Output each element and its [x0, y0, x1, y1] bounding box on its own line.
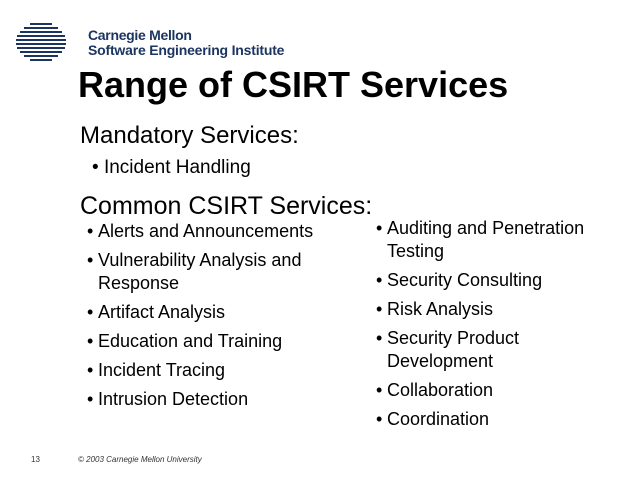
page-number: 13 [31, 455, 40, 464]
sei-logo [16, 22, 316, 62]
copyright-notice: © 2003 Carnegie Mellon University [78, 455, 202, 464]
list-item: • Vulnerability Analysis and Response [87, 249, 357, 295]
logo-stripes-icon [16, 22, 66, 62]
list-item: • Education and Training [87, 330, 357, 353]
list-item: • Risk Analysis [376, 298, 626, 321]
common-services-left-list [87, 220, 357, 417]
common-services-right-list [376, 217, 626, 437]
logo-line1: Carnegie Mellon [88, 27, 192, 43]
list-item: • Security Product Development [376, 327, 626, 373]
list-item: • Collaboration [376, 379, 626, 402]
mandatory-item-label: Incident Handling [103, 157, 251, 178]
slide-title: Range of CSIRT Services [78, 64, 509, 105]
list-item: • Auditing and Penetration Testing [376, 217, 626, 263]
logo-line2: Software Engineering Institute [88, 42, 285, 58]
list-item: • Artifact Analysis [87, 301, 357, 324]
list-item: • Security Consulting [376, 269, 626, 292]
mandatory-heading: Mandatory Services: [80, 122, 299, 149]
list-item: • Incident Tracing [87, 359, 357, 382]
common-heading: Common CSIRT Services: [80, 192, 373, 220]
logo-text [88, 28, 284, 58]
list-item: • Alerts and Announcements [87, 220, 357, 243]
list-item: • Intrusion Detection [87, 388, 357, 411]
list-item: • Coordination [376, 408, 626, 431]
mandatory-item: • Incident Handling [92, 157, 251, 178]
